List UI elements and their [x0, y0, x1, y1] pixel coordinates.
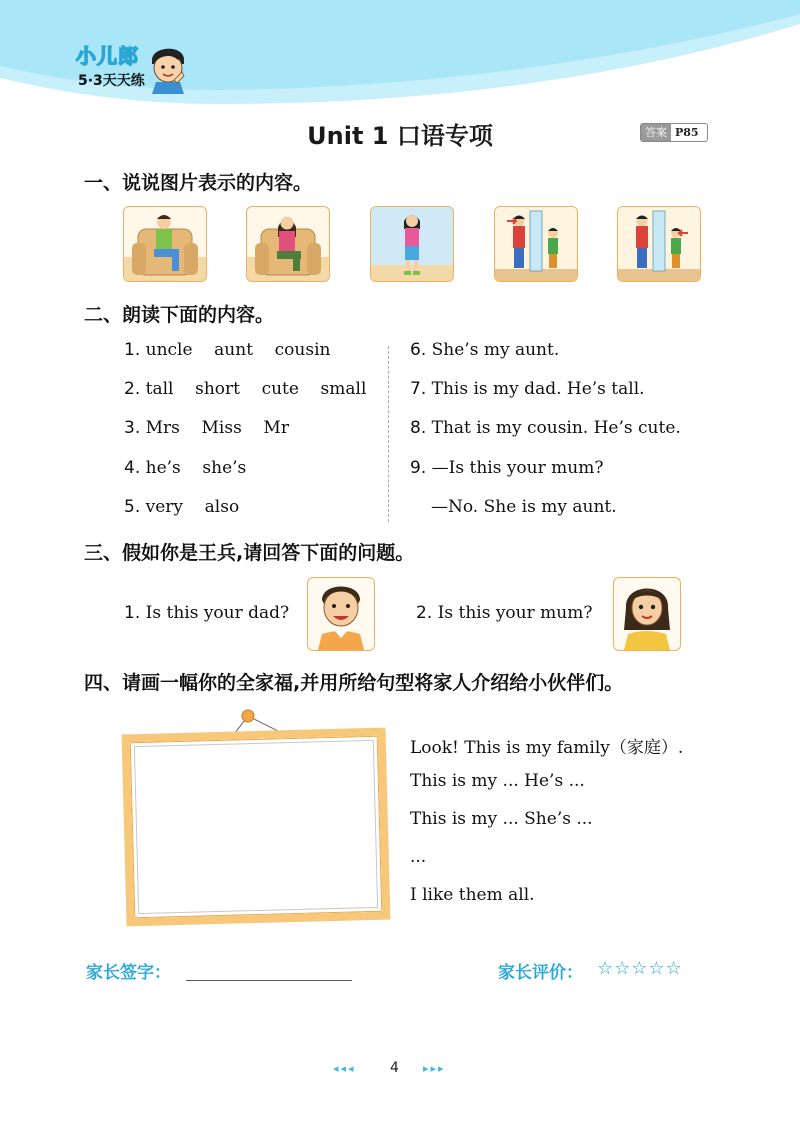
page-number: 4: [390, 1060, 399, 1076]
logo-title: 小儿郎: [76, 44, 139, 68]
rating-stars[interactable]: ☆☆☆☆☆: [597, 958, 683, 979]
parent-eval-label: 家长评价：: [498, 963, 583, 983]
section-4-title: 四、请画一幅你的全家福,并用所给句型将家人介绍给小伙伴们。: [84, 672, 624, 694]
answer-tag-page: P85: [675, 126, 699, 139]
height-compare-illustration-2: [618, 207, 700, 281]
reading-item-1: 1. uncle aunt cousin: [124, 340, 331, 360]
column-divider: [388, 346, 389, 522]
parent-sign-label: 家长签字：: [86, 963, 171, 983]
reading-item-3: 3. Mrs Miss Mr: [124, 418, 289, 438]
picture-man-sitting: [123, 206, 207, 282]
picture-girl-standing: [370, 206, 454, 282]
man-sitting-illustration: [124, 207, 206, 281]
woman-sitting-illustration: [247, 207, 329, 281]
reading-item-5: 5. very also: [124, 497, 240, 517]
picture-woman-sitting: [246, 206, 330, 282]
reading-item-9-answer: —No. She is my aunt.: [431, 497, 617, 517]
section-2-title: 二、朗读下面的内容。: [84, 304, 275, 326]
reading-item-8: 8. That is my cousin. He’s cute.: [410, 418, 681, 438]
portrait-aunt: [613, 577, 681, 651]
prev-page-icon[interactable]: ◂◂◂: [333, 1062, 356, 1075]
page-title: Unit 1 口语专项: [307, 122, 493, 150]
picture-short-tall-compare: [617, 206, 701, 282]
height-compare-illustration-1: [495, 207, 577, 281]
portrait-dad: [307, 577, 375, 651]
reading-item-9-question: 9. —Is this your mum?: [410, 458, 604, 478]
family-line-4: ...: [410, 847, 427, 867]
question-2: 2. Is this your mum?: [416, 603, 593, 623]
picture-tall-short-compare: [494, 206, 578, 282]
section-3-title: 三、假如你是王兵,请回答下面的问题。: [84, 542, 415, 564]
girl-standing-illustration: [371, 207, 453, 281]
reading-item-7: 7. This is my dad. He’s tall.: [410, 379, 645, 399]
reading-item-6: 6. She’s my aunt.: [410, 340, 560, 360]
family-line-2: This is my ... He’s ...: [410, 771, 585, 791]
dad-portrait-illustration: [308, 578, 374, 650]
mascot-icon: [144, 42, 192, 94]
answer-tag-label: 答案: [641, 124, 671, 141]
family-line-5: I like them all.: [410, 885, 535, 905]
logo-subtitle: 5·3天天练: [78, 73, 145, 89]
section-1-title: 一、说说图片表示的内容。: [84, 172, 313, 194]
reading-item-4: 4. he’s she’s: [124, 458, 247, 478]
aunt-portrait-illustration: [614, 578, 680, 650]
parent-sign-line[interactable]: [186, 980, 352, 981]
drawing-canvas[interactable]: [134, 740, 378, 914]
answer-tag[interactable]: [640, 123, 708, 142]
question-1: 1. Is this your dad?: [124, 603, 290, 623]
reading-item-2: 2. tall short cute small: [124, 379, 367, 399]
family-line-1: Look! This is my family（家庭）.: [410, 738, 684, 758]
family-drawing-frame[interactable]: [122, 728, 391, 927]
family-line-3: This is my ... She’s ...: [410, 809, 593, 829]
next-page-icon[interactable]: ▸▸▸: [423, 1062, 446, 1075]
